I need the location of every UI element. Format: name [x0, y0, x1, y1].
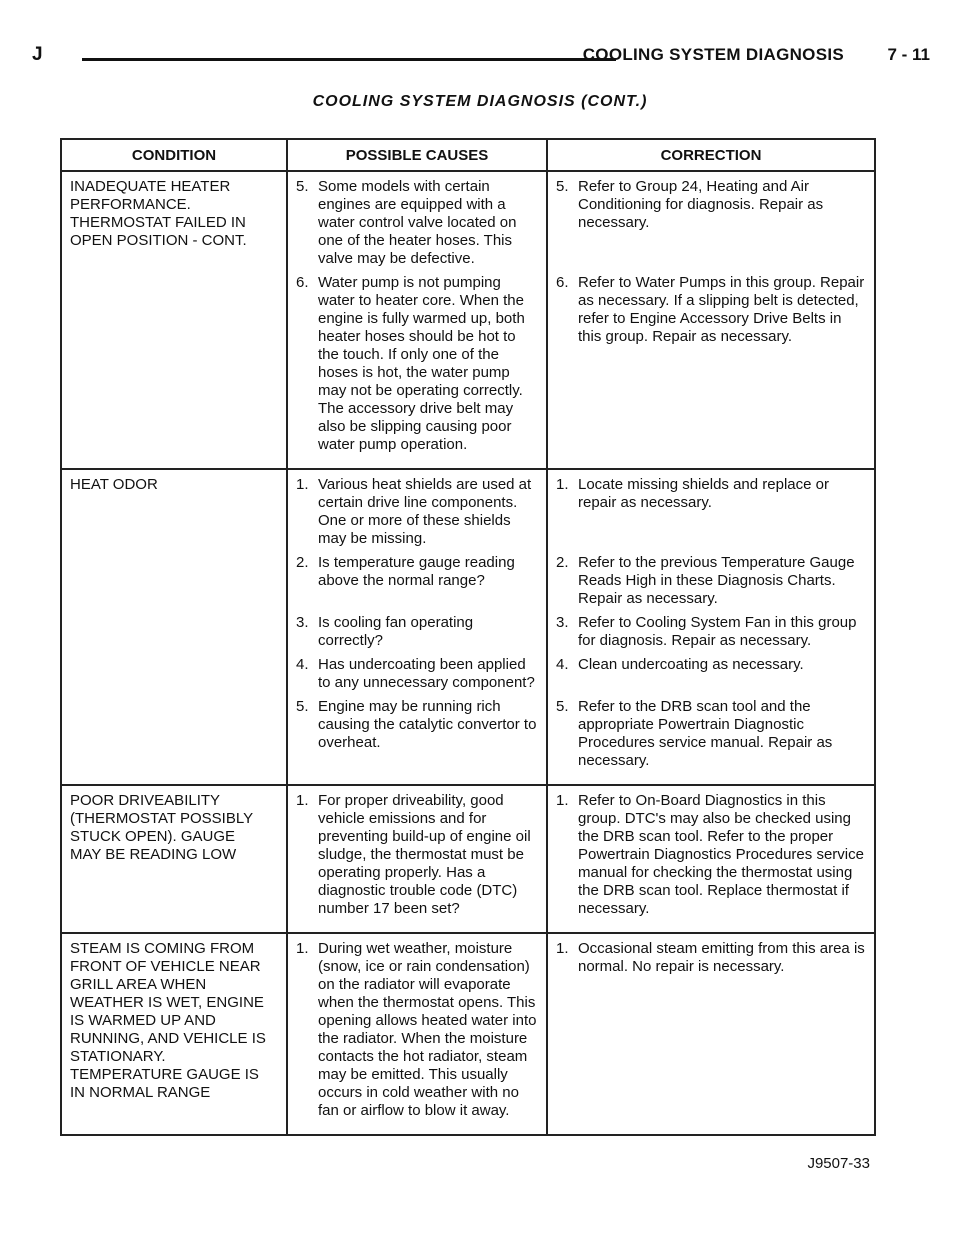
correction-item [556, 178, 866, 268]
correction-item [556, 554, 866, 608]
cause-item-text: Is temperature gauge reading above the normal range? [318, 554, 515, 589]
table-row [61, 785, 875, 933]
cause-item-text: For proper driveability, good vehicle emissions and for preventing build-up of engine oil sludge, the thermostat must be operating properly. Has a diagnostic trouble code (DTC) number 17 been set? [318, 792, 531, 917]
cause-item-number: 5. [296, 698, 309, 715]
condition-cell: INADEQUATE HEATER PERFORMANCE. THERMOSTAT FAILED IN OPEN POSITION - CONT. [61, 171, 287, 469]
causes-cell [287, 171, 547, 469]
correction-cell [547, 469, 875, 785]
correction-item-text: Refer to Water Pumps in this group. Repair as necessary. If a slipping belt is detected, refer to Engine Accessory Drive Belts in this group. Repair as necessary. [578, 274, 865, 345]
cause-item-number: 6. [296, 274, 309, 291]
cause-item [296, 940, 538, 1120]
cause-item-text: Is cooling fan operating correctly? [318, 614, 474, 649]
cause-item-text: Engine may be running rich causing the catalytic convertor to overheat. [318, 698, 537, 751]
cause-item-number: 4. [296, 656, 309, 673]
header-rule [82, 58, 616, 61]
correction-item [556, 792, 866, 918]
table-row [61, 171, 875, 469]
cause-item-number: 5. [296, 178, 309, 195]
correction-item-number: 5. [556, 178, 569, 195]
header-letter: J [32, 44, 43, 65]
correction-item [556, 656, 866, 692]
correction-item-number: 2. [556, 554, 569, 571]
table-row [61, 933, 875, 1135]
correction-item-number: 6. [556, 274, 569, 291]
correction-item-number: 1. [556, 792, 569, 809]
correction-item [556, 476, 866, 548]
correction-item [556, 698, 866, 770]
cause-item-text: Some models with certain engines are equipped with a water control valve located on one of the heater hoses. This valve may be defective. [318, 178, 517, 267]
figure-id: J9507-33 [807, 1155, 870, 1172]
correction-item-text: Refer to the DRB scan tool and the appropriate Powertrain Diagnostic Procedures service manual. Repair as necessary. [578, 698, 833, 769]
correction-item-text: Locate missing shields and replace or repair as necessary. [578, 476, 829, 511]
correction-item-text: Refer to the previous Temperature Gauge Reads High in these Diagnosis Charts. Repair as necessary. [578, 554, 855, 607]
cause-item-text: During wet weather, moisture (snow, ice or rain condensation) on the radiator will evaporate when the thermostat opens. This opening allows heated water into the radiator. When the moisture contacts the hot radiator, steam may be emitted. This usually occurs in cold weather with no fan or airflow to blow it away. [318, 940, 537, 1119]
correction-item-text: Refer to Group 24, Heating and Air Conditioning for diagnosis. Repair as necessary. [578, 178, 824, 231]
cause-item-number: 2. [296, 554, 309, 571]
cause-item [296, 656, 538, 692]
cause-item [296, 698, 538, 770]
condition-cell: STEAM IS COMING FROM FRONT OF VEHICLE NEAR GRILL AREA WHEN WEATHER IS WET, ENGINE IS WARMED UP AND RUNNING, AND VEHICLE IS STATIONARY. TEMPERATURE GAUGE IS IN NORMAL RANGE [61, 933, 287, 1135]
table-header-row [61, 139, 875, 171]
correction-item-number: 3. [556, 614, 569, 631]
cause-item [296, 554, 538, 608]
table-body [61, 171, 875, 1135]
cause-item [296, 178, 538, 268]
correction-cell [547, 933, 875, 1135]
condition-cell: HEAT ODOR [61, 469, 287, 785]
diagnosis-table [60, 138, 876, 1136]
correction-item-text: Occasional steam emitting from this area is normal. No repair is necessary. [578, 940, 865, 975]
cause-item-text: Has undercoating been applied to any unnecessary component? [318, 656, 535, 691]
cause-item-number: 1. [296, 792, 309, 809]
causes-cell [287, 933, 547, 1135]
causes-cell [287, 785, 547, 933]
page-number: 7 - 11 [887, 45, 930, 64]
condition-cell: POOR DRIVEABILITY (THERMOSTAT POSSIBLY STUCK OPEN). GAUGE MAY BE READING LOW [61, 785, 287, 933]
correction-cell [547, 785, 875, 933]
correction-cell [547, 171, 875, 469]
cause-item-number: 3. [296, 614, 309, 631]
correction-item-text: Refer to On-Board Diagnostics in this group. DTC's may also be checked using the DRB scan tool. Refer to the proper Powertrain Diagnostics Procedures service manual for checking the thermostat using the DRB scan tool. Replace thermostat if necessary. [578, 792, 864, 917]
cause-item [296, 614, 538, 650]
cause-item-number: 1. [296, 476, 309, 493]
cause-item [296, 792, 538, 918]
page-header [30, 44, 930, 72]
correction-item-number: 4. [556, 656, 569, 673]
column-header-condition: CONDITION [61, 139, 287, 171]
cause-item-number: 1. [296, 940, 309, 957]
table-row [61, 469, 875, 785]
correction-item-text: Refer to Cooling System Fan in this group for diagnosis. Repair as necessary. [578, 614, 857, 649]
correction-item [556, 940, 866, 1120]
cause-item-text: Various heat shields are used at certain drive line components. One or more of these shields may be missing. [318, 476, 532, 547]
correction-item [556, 274, 866, 454]
correction-item [556, 614, 866, 650]
cause-item [296, 274, 538, 454]
column-header-correction: CORRECTION [547, 139, 875, 171]
cause-item-text: Water pump is not pumping water to heater core. When the engine is fully warmed up, both heater hoses should be hot to the touch. If only one of the hoses is hot, the water pump may not be operating correctly. The accessory drive belt may also be slipping causing poor water pump operation. [318, 274, 525, 453]
correction-item-number: 1. [556, 476, 569, 493]
correction-item-number: 5. [556, 698, 569, 715]
correction-item-text: Clean undercoating as necessary. [578, 656, 804, 673]
column-header-causes: POSSIBLE CAUSES [287, 139, 547, 171]
correction-item-number: 1. [556, 940, 569, 957]
page-subtitle: COOLING SYSTEM DIAGNOSIS (CONT.) [312, 93, 648, 110]
causes-cell [287, 469, 547, 785]
cause-item [296, 476, 538, 548]
section-title: COOLING SYSTEM DIAGNOSIS [582, 45, 844, 64]
